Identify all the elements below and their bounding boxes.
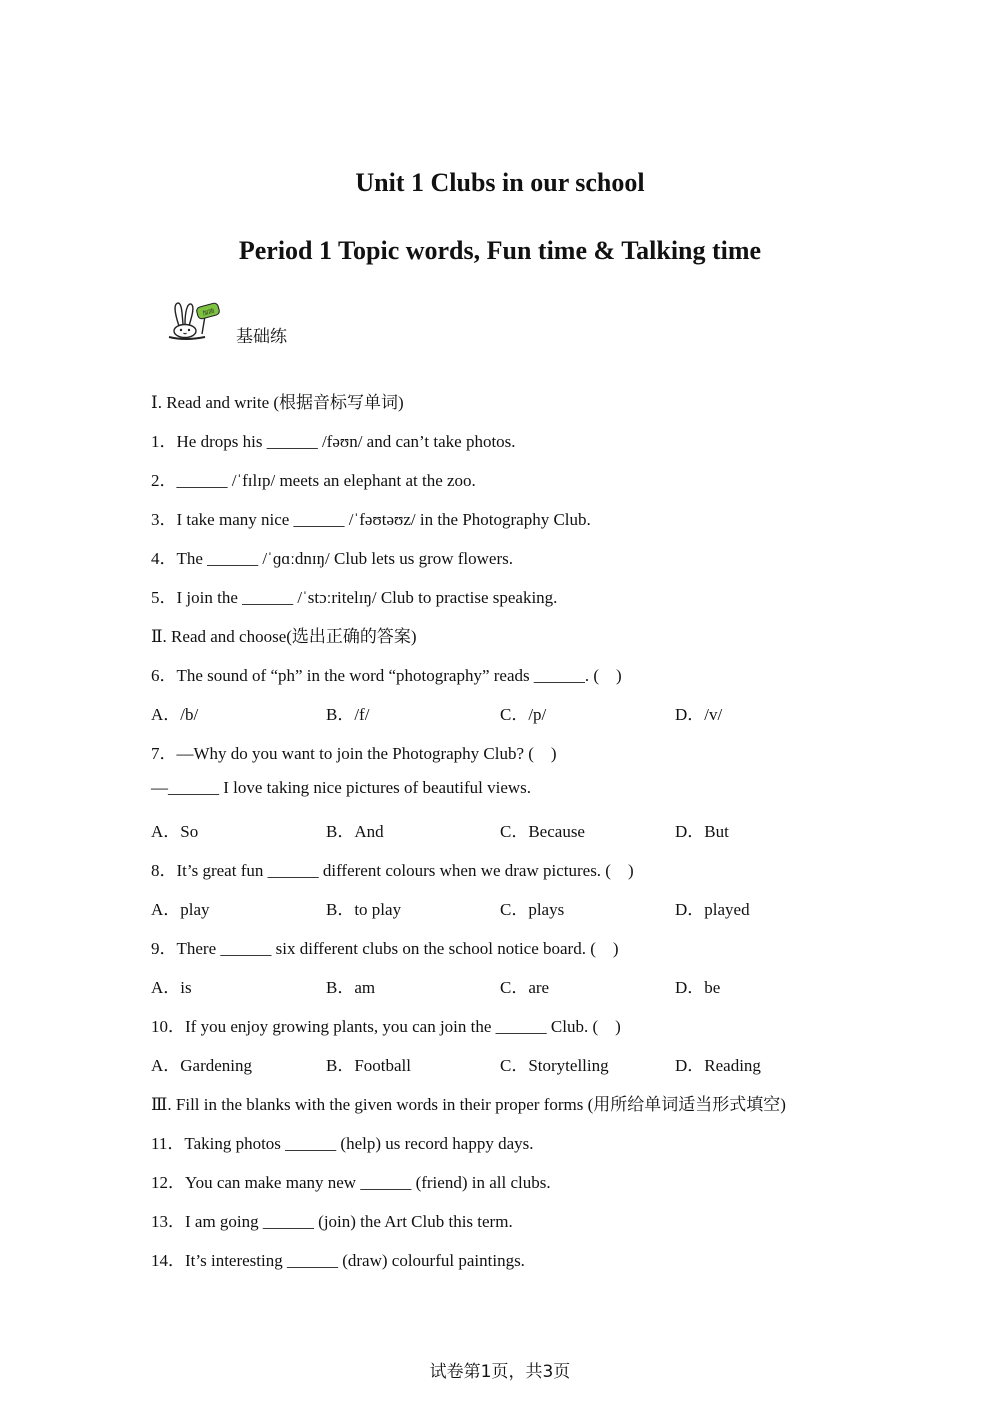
option-8-c: C．plays [500,900,565,919]
page-title: Unit 1 Clubs in our school [355,168,645,197]
option-6-b: B．/f/ [326,705,370,724]
option-10-c: C．Storytelling [500,1056,609,1075]
sign-text: 加油 [201,307,216,318]
question-6: 6．The sound of “ph” in the word “photography” reads ______. ( ) [151,666,622,685]
page-footer: 试卷第1页，共3页 [429,1362,571,1382]
option-9-c: C．are [500,978,550,997]
question-7: 7．—Why do you want to join the Photography Club? ( ) [151,744,557,763]
question-7-reply: —______ I love taking nice pictures of beautiful views. [151,778,532,797]
option-9-d: D．be [675,978,721,997]
question-5: 5．I join the ______ /ˈstɔːritelɪŋ/ Club to practise speaking. [151,588,558,607]
option-8-d: D．played [675,900,750,919]
question-10: 10．If you enjoy growing plants, you can join the ______ Club. ( ) [151,1017,621,1036]
bunny-sign-icon [165,300,223,340]
option-6-c: C．/p/ [500,705,547,724]
option-9-b: B．am [326,978,376,997]
option-8-b: B．to play [326,900,402,919]
question-2: 2．______ /ˈfɪlɪp/ meets an elephant at the zoo. [151,471,476,490]
option-10-b: B．Football [326,1056,412,1075]
section-heading-3: Ⅲ. Fill in the blanks with the given words in their proper forms (用所给单词适当形式填空) [151,1095,786,1114]
option-7-b: B．And [326,822,384,841]
section-heading-2: Ⅱ. Read and choose(选出正确的答案) [151,627,417,646]
option-8-a: A．play [151,900,210,919]
question-4: 4．The ______ /ˈɡɑːdnɪŋ/ Club lets us grow flowers. [151,549,513,568]
option-7-c: C．Because [500,822,585,841]
question-8: 8．It’s great fun ______ different colours when we draw pictures. ( ) [151,861,634,880]
section-heading-1: Ⅰ. Read and write (根据音标写单词) [151,393,404,412]
question-11: 11．Taking photos ______ (help) us record happy days. [151,1134,534,1153]
section-badge-label: 基础练 [236,327,287,347]
option-10-d: D．Reading [675,1056,761,1075]
question-13: 13．I am going ______ (join) the Art Club this term. [151,1212,513,1231]
option-9-a: A．is [151,978,192,997]
page-subtitle: Period 1 Topic words, Fun time & Talking time [238,236,762,265]
option-7-d: D．But [675,822,729,841]
question-12: 12．You can make many new ______ (friend) in all clubs. [151,1173,551,1192]
question-1: 1．He drops his ______ /fəʊn/ and can’t take photos. [151,432,516,451]
option-10-a: A．Gardening [151,1056,253,1075]
question-3: 3．I take many nice ______ /ˈfəʊtəʊz/ in the Photography Club. [151,510,591,529]
question-14: 14．It’s interesting ______ (draw) colourful paintings. [151,1251,525,1270]
question-9: 9．There ______ six different clubs on the school notice board. ( ) [151,939,619,958]
option-7-a: A．So [151,822,199,841]
option-6-a: A．/b/ [151,705,199,724]
option-6-d: D．/v/ [675,705,723,724]
